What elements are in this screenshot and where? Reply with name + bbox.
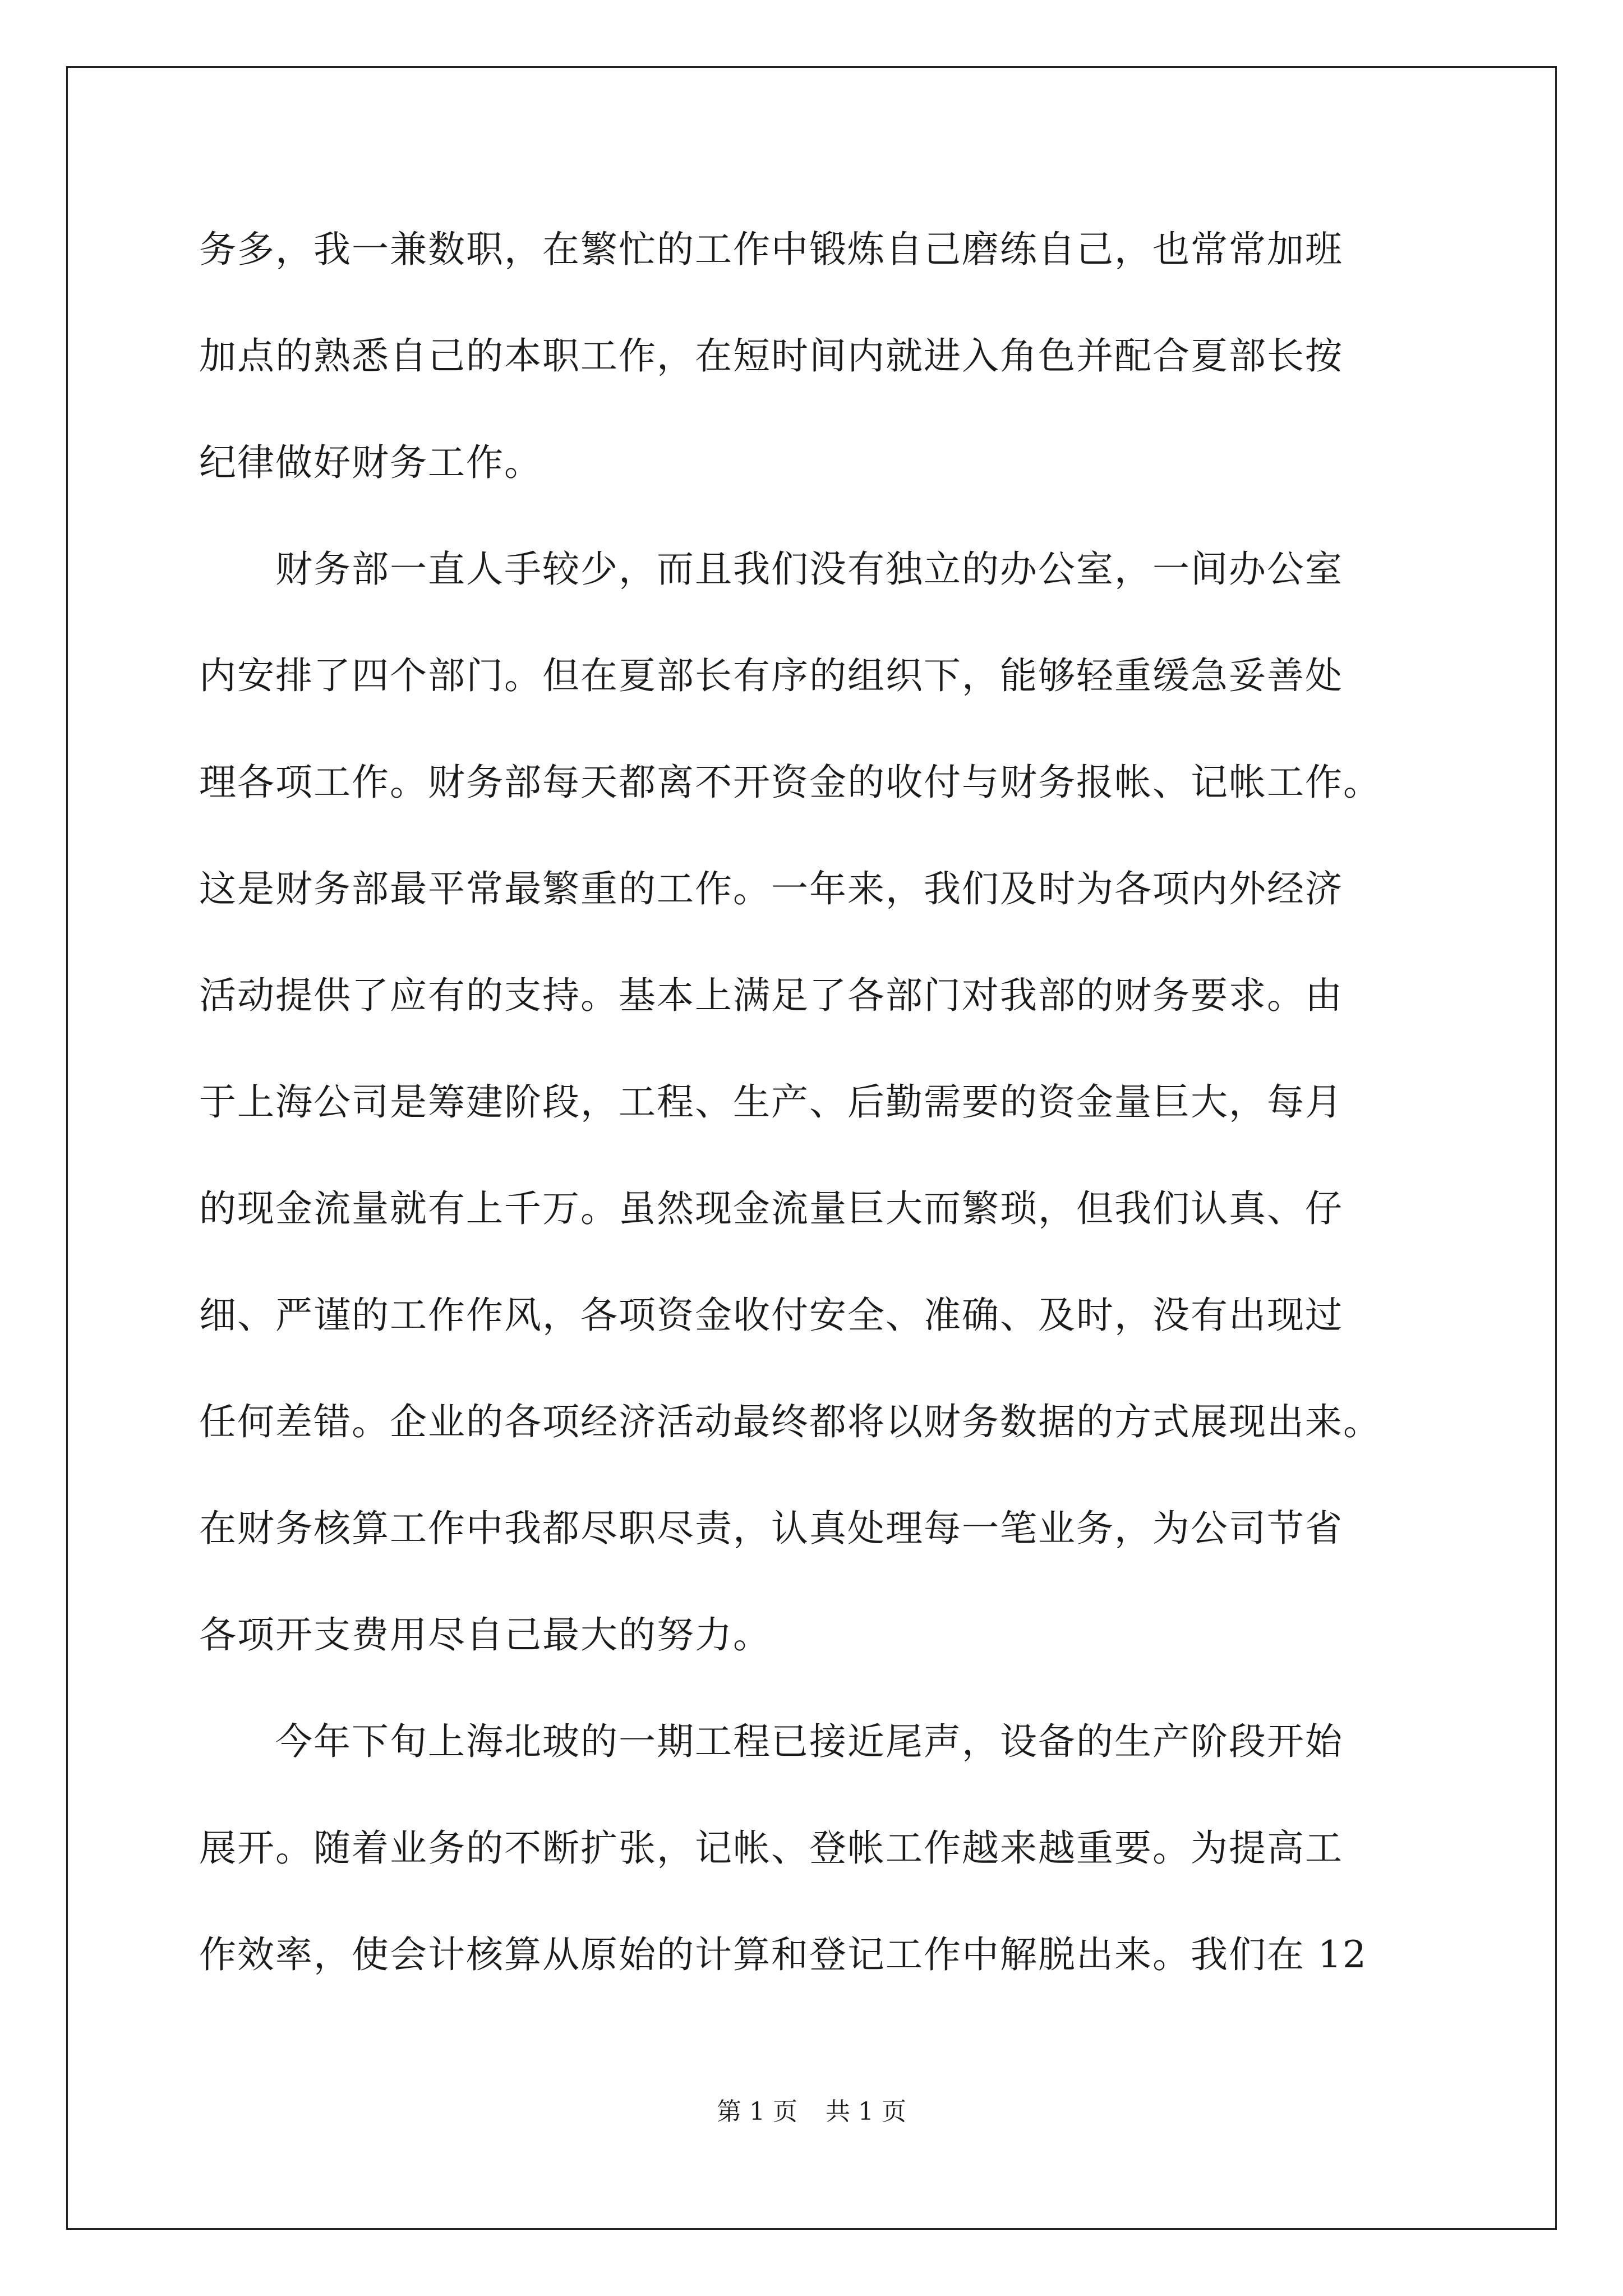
text-line: 活动提供了应有的支持。基本上满足了各部门对我部的财务要求。由	[199, 974, 1343, 1017]
text-line: 各项开支费用尽自己最大的努力。	[199, 1613, 771, 1657]
text-line: 这是财务部最平常最繁重的工作。一年来，我们及时为各项内外经济	[199, 867, 1343, 910]
text-line: 在财务核算工作中我都尽职尽责，认真处理每一笔业务，为公司节省	[199, 1507, 1343, 1550]
text-line: 纪律做好财务工作。	[199, 441, 542, 484]
text-line: 今年下旬上海北玻的一期工程已接近尾声，设备的生产阶段开始	[199, 1720, 1343, 1763]
text-line: 的现金流量就有上千万。虽然现金流量巨大而繁琐，但我们认真、仔	[199, 1187, 1343, 1230]
page-total: 共 1 页	[826, 2097, 906, 2126]
document-body	[199, 216, 1422, 2028]
text-line: 作效率，使会计核算从原始的计算和登记工作中解脱出来。我们在 12	[199, 1933, 1367, 1976]
text-line: 内安排了四个部门。但在夏部长有序的组织下，能够轻重缓急妥善处	[199, 654, 1343, 697]
text-line: 于上海公司是筹建阶段，工程、生产、后勤需要的资金量巨大，每月	[199, 1080, 1343, 1124]
text-line: 理各项工作。财务部每天都离不开资金的收付与财务报帐、记帐工作。	[199, 761, 1381, 804]
text-line: 务多，我一兼数职，在繁忙的工作中锻炼自己磨练自己，也常常加班	[199, 228, 1343, 271]
text-line: 加点的熟悉自己的本职工作，在短时间内就进入角色并配合夏部长按	[199, 334, 1343, 378]
text-line: 任何差错。企业的各项经济活动最终都将以财务数据的方式展现出来。	[199, 1400, 1381, 1443]
page-footer	[0, 2091, 1623, 2127]
text-line: 财务部一直人手较少，而且我们没有独立的办公室，一间办公室	[199, 547, 1343, 591]
text-line: 细、严谨的工作作风，各项资金收付安全、准确、及时，没有出现过	[199, 1294, 1343, 1337]
text-line: 展开。随着业务的不断扩张，记帐、登帐工作越来越重要。为提高工	[199, 1826, 1343, 1870]
page-number: 第 1 页	[717, 2097, 797, 2126]
